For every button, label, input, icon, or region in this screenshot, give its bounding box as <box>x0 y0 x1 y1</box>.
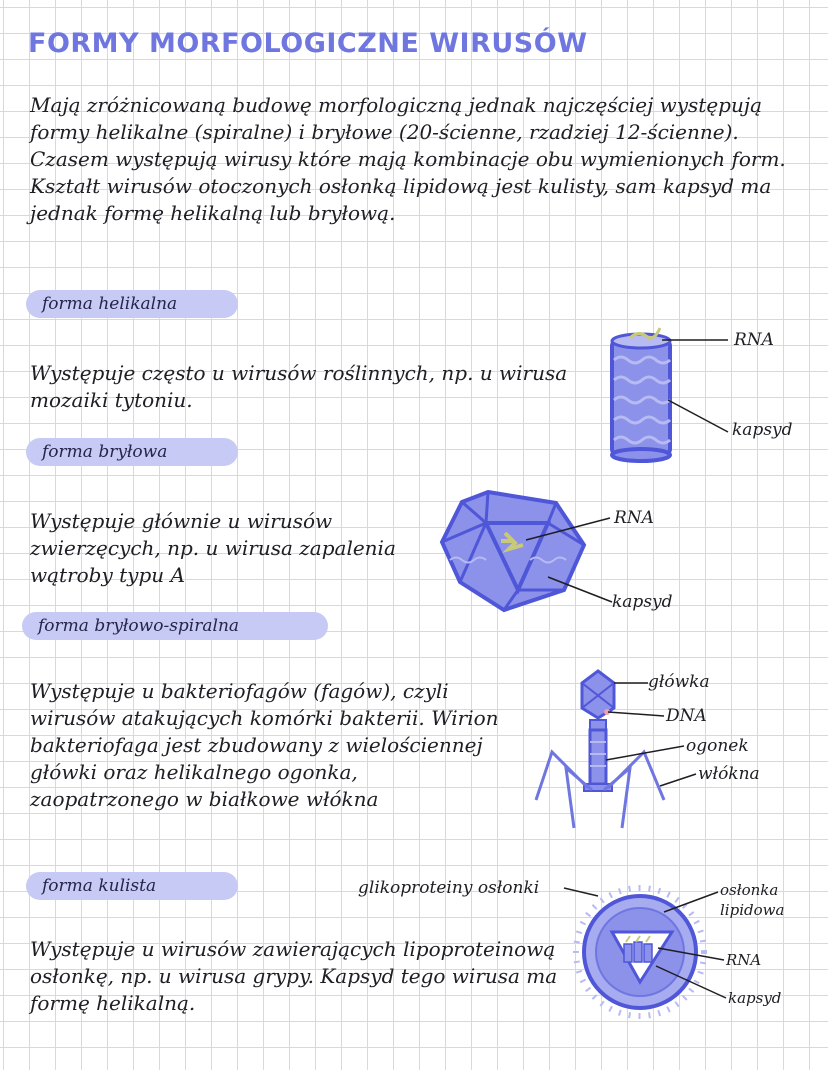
helical-capsid-label: kapsyd <box>732 420 793 440</box>
phage-head-label: główka <box>648 672 710 692</box>
phage-fibers-label: włókna <box>698 764 760 784</box>
spherical-text: Występuje u wirusów zawierających lipoproteinową osłonkę, np. u wirusa grypy. Kapsyd tego wirusa ma formę helikalną. <box>30 937 558 1015</box>
phage-dna-label: DNA <box>666 706 707 726</box>
heading-complex: forma bryłowo-spiralna <box>22 612 328 640</box>
polyhedral-rna-label: RNA <box>614 508 654 528</box>
glycoproteins-label: glikoproteiny osłonki <box>358 878 540 898</box>
helical-virus-illustration <box>612 328 728 461</box>
heading-spherical: forma kulista <box>26 872 238 900</box>
polyhedral-text: Występuje głównie u wirusów zwierzęcych, np. u wirusa zapalenia wątroby typu A <box>30 509 396 587</box>
heading-polyhedral: forma bryłowa <box>26 438 238 466</box>
polyhedral-capsid-label: kapsyd <box>612 592 673 612</box>
bacteriophage-illustration <box>536 671 696 828</box>
spherical-virus-illustration <box>564 888 726 1016</box>
phage-tail-label: ogonek <box>686 736 749 756</box>
spherical-rna-label: RNA <box>726 951 762 969</box>
heading-helical: forma helikalna <box>26 290 238 318</box>
envelope-label: osłonka lipidowa <box>720 881 785 919</box>
polyhedral-virus-illustration <box>442 492 612 610</box>
helical-text: Występuje często u wirusów roślinnych, np. u wirusa mozaiki tytoniu. <box>30 361 568 412</box>
complex-text: Występuje u bakteriofagów (fagów), czyli wirusów atakujących komórki bakterii. Wirion bakteriofaga jest zbudowany z wielościennej główki oraz helikalnego ogonka, zaopatrzonego w białkowe włókna <box>30 679 499 811</box>
helical-rna-label: RNA <box>734 330 774 350</box>
spherical-capsid-label: kapsyd <box>728 989 782 1007</box>
page-title: FORMY MORFOLOGICZNE WIRUSÓW <box>28 28 588 59</box>
intro-paragraph: Mają zróżnicowaną budowę morfologiczną jednak najczęściej występują formy helikalne (spiralne) i bryłowe (20-ścienne, rzadziej 12-ścienne). Czasem występują wirusy które mają kombinacje obu wymienionych form. Kształt wirusów otoczonych osłonką lipidową jest kulisty, sam kapsyd ma jednak formę helikalną lub bryłową. <box>30 93 786 225</box>
